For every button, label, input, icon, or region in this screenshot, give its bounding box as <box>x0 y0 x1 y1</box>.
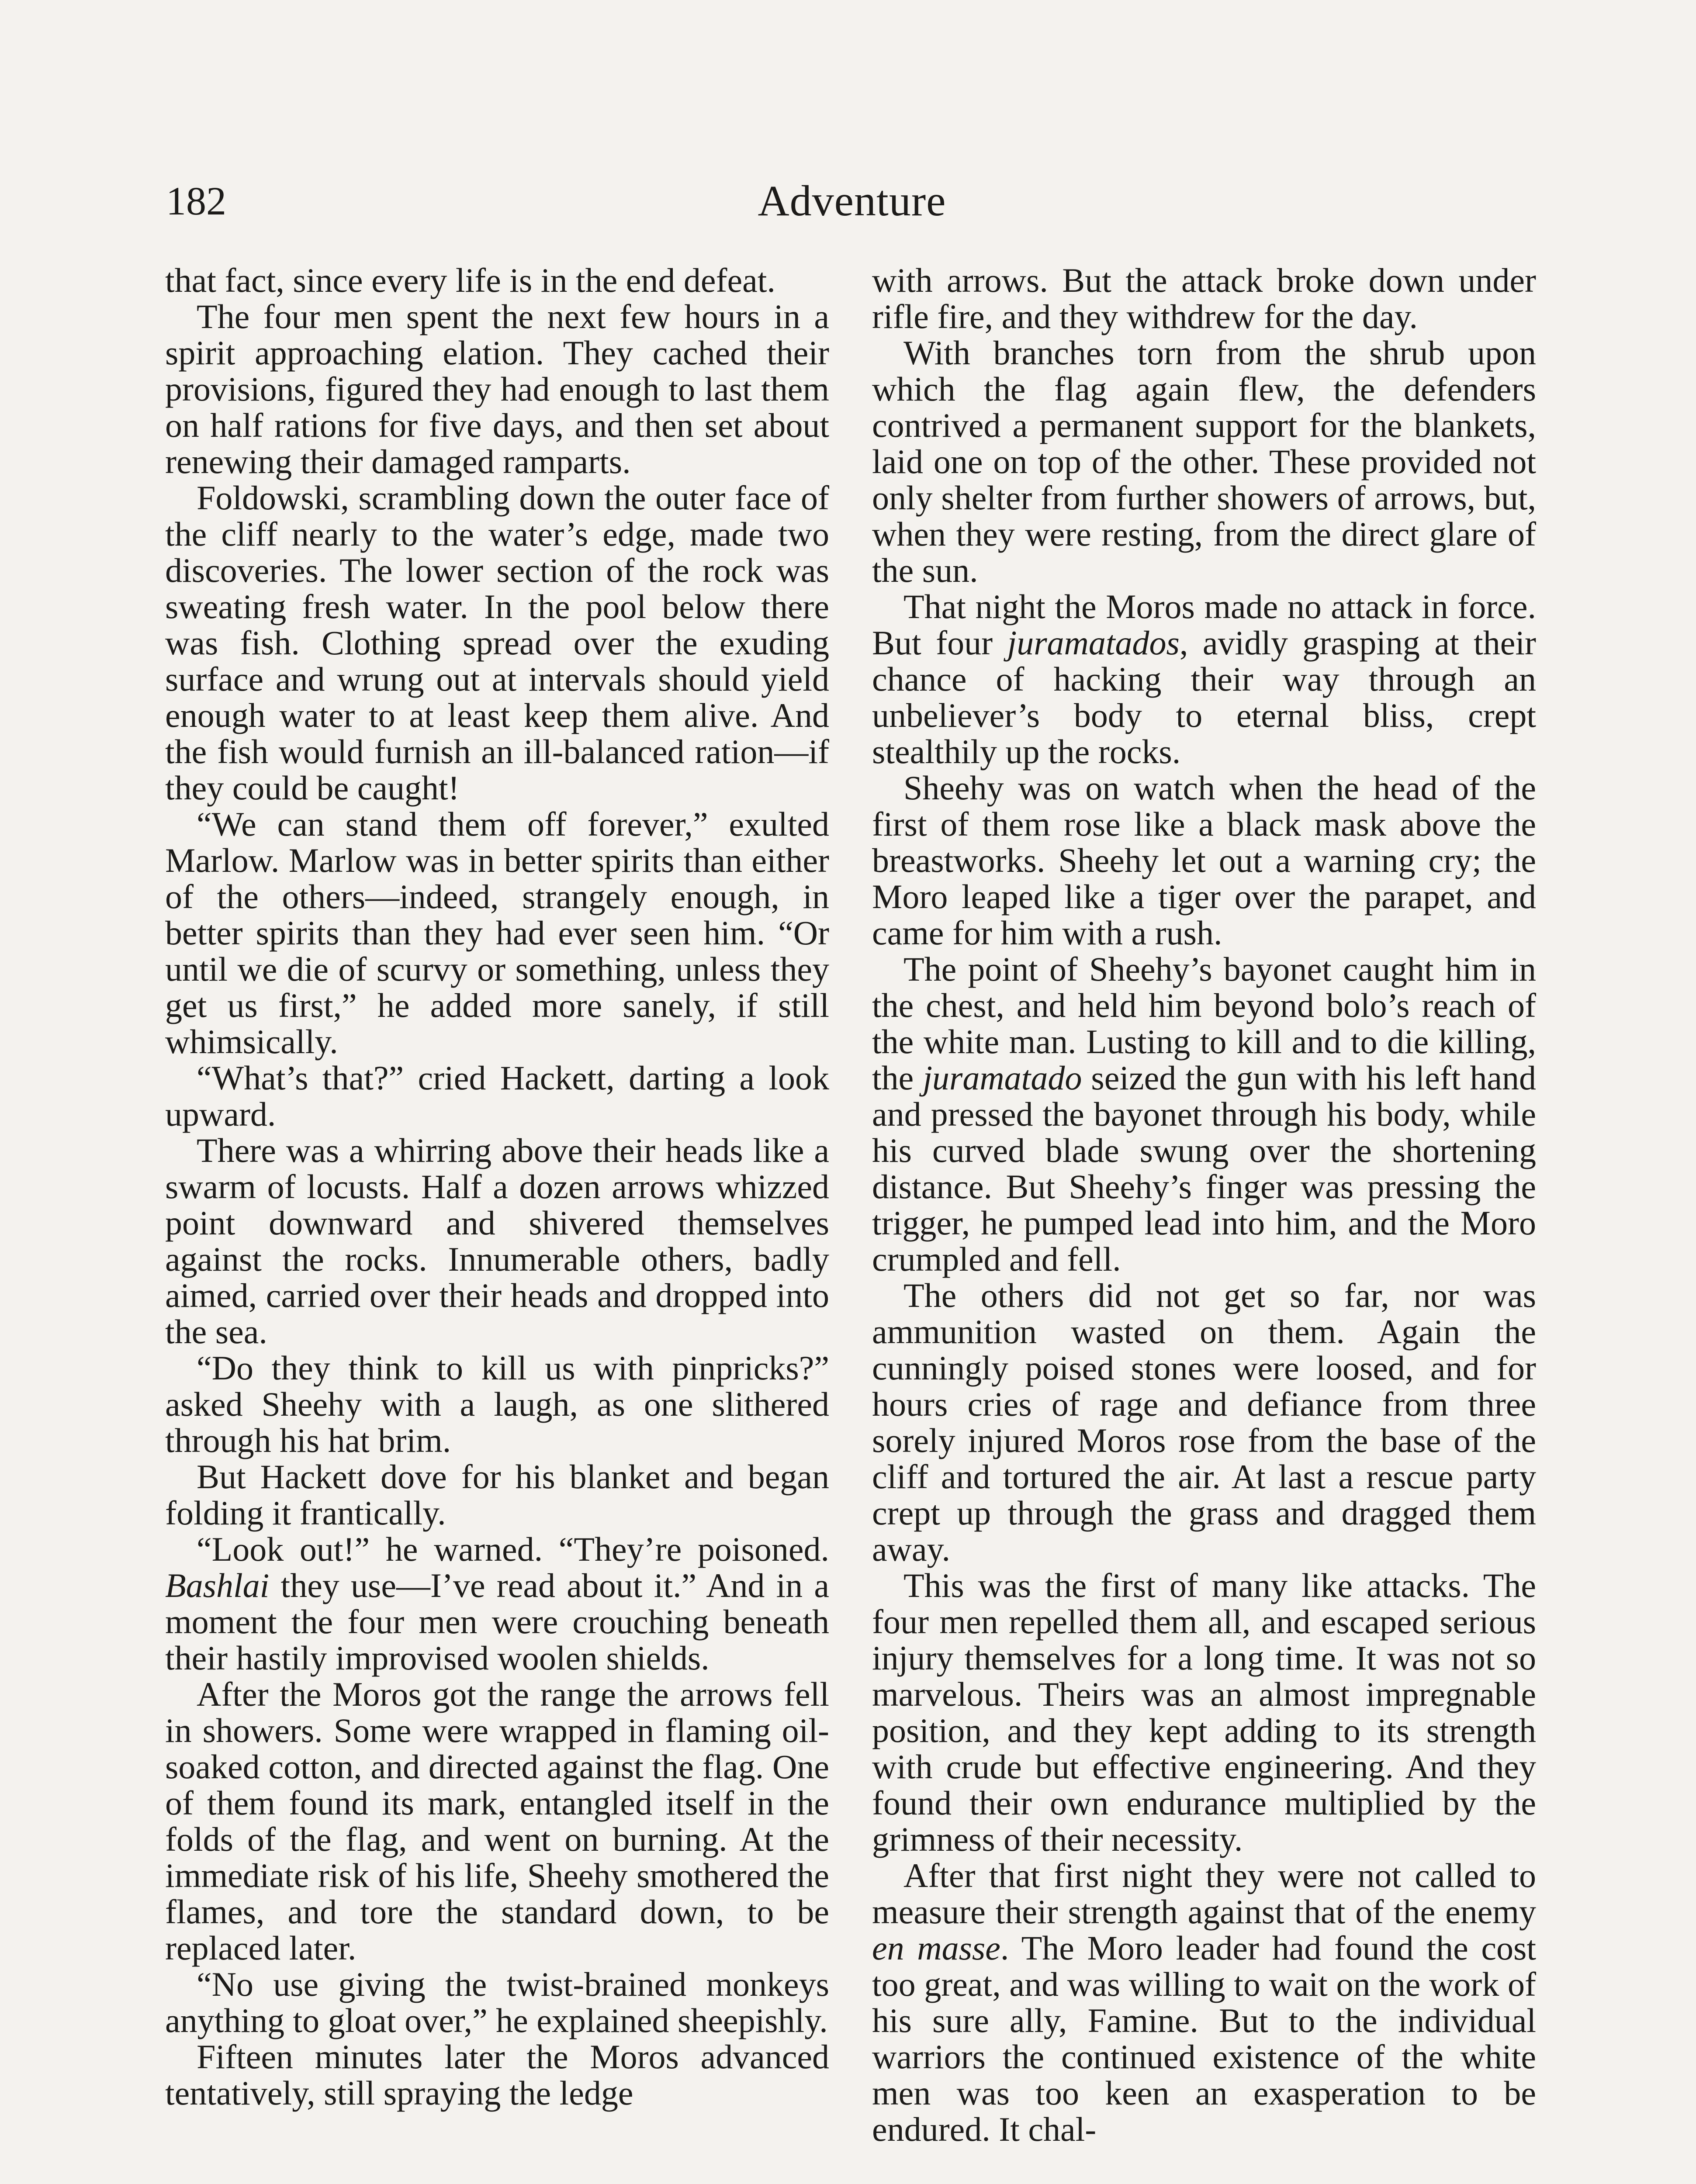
paragraph-text: After the Moros got the range the arrows fell in showers. Some were wrapped in flaming oil-soaked cotton, and directed against the flag. One of them found its mark, entangled itself in the folds of the flag, and went on burning. At the immediate risk of his life, Sheehy smothered the flames, and tore the standard down, to be replaced later. <box>165 1675 829 1967</box>
paragraph-text: The four men spent the next few hours in a spirit approaching elation. They cached their provisions, figured they had enough to last them on half rations for five days, and then set about renewing their damaged ramparts. <box>165 297 829 480</box>
paragraph <box>165 1966 829 2039</box>
italic-text: Bashlai <box>165 1566 270 1604</box>
paragraph <box>872 335 1536 588</box>
paragraph-text: Sheehy was on watch when the head of the first of them rose like a black mask above the breastworks. Sheehy let out a warning cry; the Moro leaped like a tiger over the parapet, and came for him with a rush. <box>872 769 1536 952</box>
paragraph-text: they use—I’ve read about it.” And in a moment the four men were crouching beneath their hastily improvised woolen shields. <box>165 1566 829 1677</box>
paragraph-text: With branches torn from the shrub upon which the flag again flew, the defenders contrived a permanent support for the blankets, laid one on top of the other. These provided not only shelter from further showers of arrows, but, when they were resting, from the direct glare of the sun. <box>872 334 1536 589</box>
paragraph-text: The others did not get so far, nor was ammunition wasted on them. Again the cunningly poised stones were loosed, and for hours cries of rage and defiance from three sorely injured Moros rose from the base of the cliff and tortured the air. At last a rescue party crept up through the grass and dragged them away. <box>872 1276 1536 1568</box>
paragraph <box>872 262 1536 335</box>
paragraph-text: There was a whirring above their heads like a swarm of locusts. Half a dozen arrows whizzed point downward and shivered themselves against the rocks. Innumerable others, badly aimed, carried over their heads and dropped into the sea. <box>165 1131 829 1351</box>
right-column <box>872 262 1536 2147</box>
paragraph <box>165 1531 829 1676</box>
paragraph-text: “We can stand them off forever,” exulted Marlow. Marlow was in better spirits than either of the others—indeed, strangely enough, in better spirits than they had ever seen him. “Or until we die of scurvy or something, unless they get us first,” he added more sanely, if still whimsically. <box>165 805 829 1061</box>
paragraph-text: After that first night they were not called to measure their strength against that of the enemy <box>872 1856 1536 1931</box>
paragraph <box>872 1277 1536 1567</box>
paragraph <box>165 1132 829 1350</box>
italic-text: juramatados <box>1007 624 1180 662</box>
paragraph-text: with arrows. But the attack broke down under rifle fire, and they withdrew for the day. <box>872 261 1536 335</box>
paragraph <box>165 1060 829 1132</box>
paragraph-text: That night the Moros made no attack in force. But four <box>872 587 1536 662</box>
paragraph-text: “Look out!” he warned. “They’re poisoned. <box>197 1530 829 1568</box>
paragraph-text: seized the gun with his left hand and pressed the bayonet through his body, while his curved blade swung over the shortening distance. But Sheehy’s finger was pressing the trigger, he pumped lead into him, and the Moro crumpled and fell. <box>872 1059 1536 1278</box>
paragraph <box>872 770 1536 951</box>
paragraph <box>165 262 829 298</box>
paragraph-text: that fact, since every life is in the end defeat. <box>165 261 775 299</box>
paragraph <box>165 2039 829 2111</box>
paragraph-text: “What’s that?” cried Hackett, darting a look upward. <box>165 1059 829 1133</box>
paragraph <box>165 1676 829 1966</box>
paragraph <box>872 588 1536 770</box>
paragraph <box>872 951 1536 1277</box>
paragraph <box>165 806 829 1060</box>
paragraph <box>165 298 829 480</box>
left-column <box>165 262 829 2111</box>
italic-text: juramatado <box>923 1059 1082 1097</box>
page-number: 182 <box>166 179 226 223</box>
paragraph <box>872 1857 1536 2147</box>
paragraph <box>872 1567 1536 1857</box>
running-title: Adventure <box>758 176 946 225</box>
paragraph-text: “Do they think to kill us with pinpricks?” asked Sheehy with a laugh, as one slithered through his hat brim. <box>165 1349 829 1459</box>
paragraph <box>165 480 829 806</box>
paragraph-text: Foldowski, scrambling down the outer face of the cliff nearly to the water’s edge, made two discoveries. The lower section of the rock was sweating fresh water. In the pool below there was fish. Clothing spread over the exuding surface and wrung out at intervals should yield enough water to at least keep them alive. And the fish would furnish an ill-balanced ration—if they could be caught! <box>165 479 829 807</box>
paragraph-text: “No use giving the twist-brained monkeys anything to gloat over,” he explained sheepishly. <box>165 1965 829 2039</box>
paragraph-text: . The Moro leader had found the cost too great, and was willing to wait on the work of his sure ally, Famine. But to the individual warriors the continued existence of the white men was too keen an exasperation to be endured. It chal- <box>872 1929 1536 2148</box>
page-header <box>166 175 1538 236</box>
paragraph <box>165 1458 829 1531</box>
italic-text: en masse <box>872 1929 1000 1967</box>
paragraph-text: But Hackett dove for his blanket and began folding it frantically. <box>165 1458 829 1532</box>
paragraph-text: This was the first of many like attacks. The four men repelled them all, and escaped serious injury themselves for a long time. It was not so marvelous. Theirs was an almost impregnable position, and they kept adding to its strength with crude but effective engineering. And they found their own endurance multiplied by the grimness of their necessity. <box>872 1566 1536 1858</box>
paragraph-text: , avidly grasping at their chance of hacking their way through an unbeliever’s body to eternal bliss, crept stealthily up the rocks. <box>872 624 1536 771</box>
paragraph <box>165 1350 829 1458</box>
paragraph-text: Fifteen minutes later the Moros advanced tentatively, still spraying the ledge <box>165 2038 829 2112</box>
paragraph-text: The point of Sheehy’s bayonet caught him in the chest, and held him beyond bolo’s reach of the white man. Lusting to kill and to die killing, the <box>872 950 1536 1097</box>
